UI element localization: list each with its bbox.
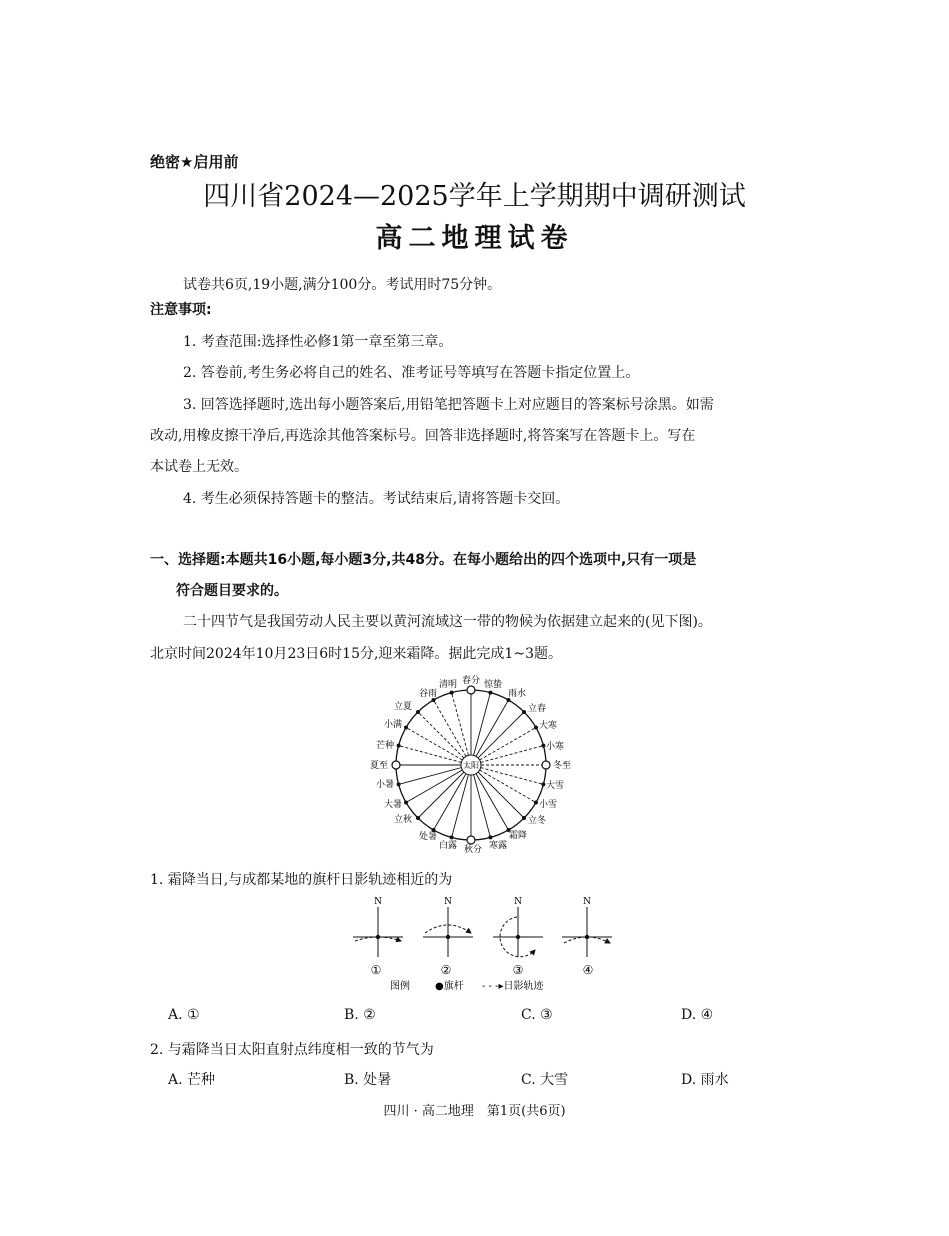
note-item-3: 3. 回答选择题时,选出每小题答案后,用铅笔把答题卡上对应题目的答案标号涂黑。如需 [183,397,714,413]
q1-option-b[interactable]: B. ② [344,1007,376,1023]
note-item-1: 1. 考查范围:选择性必修1第一章至第三章。 [183,334,453,350]
shadow-track-figure [345,895,620,995]
term-lixia: 立夏 [393,702,412,712]
svg-text:①: ① [370,963,382,977]
term-bailu: 白露 [438,841,458,851]
panel-2 [423,907,473,957]
q1-option-d[interactable]: D. ④ [681,1007,714,1023]
sun-label: 太阳 [463,761,479,770]
figure-legend [390,979,545,992]
term-xiazhi: 夏至 [369,761,388,771]
q2-option-c[interactable]: C. 大雪 [521,1072,569,1088]
pole-dots [376,935,589,939]
panel-4 [562,907,612,957]
q2-option-a[interactable]: A. 芒种 [168,1072,216,1088]
panel-3 [493,907,543,957]
svg-text:②: ② [440,963,452,977]
svg-text:N: N [514,897,522,907]
passage-line-2: 北京时间2024年10月23日6时15分,迎来霜降。据此完成1~3题。 [150,646,562,662]
svg-text:- - -▸日影轨迹: - - -▸日影轨迹 [482,981,544,992]
section-heading-cont: 符合题目要求的。 [176,583,288,599]
exam-title: 四川省2024—2025学年上学期期中调研测试 [203,181,746,212]
term-dongzhi: 冬至 [553,761,572,771]
svg-text:N: N [444,897,452,907]
term-dahan: 大寒 [539,721,558,731]
term-xiaohan: 小寒 [546,742,565,752]
secret-label: 绝密★启用前 [150,153,239,171]
question-2-stem: 2. 与霜降当日太阳直射点纬度相一致的节气为 [150,1042,434,1058]
panel-1 [353,907,403,957]
term-qingming: 清明 [438,680,458,690]
term-jingzhe: 惊蛰 [484,680,503,690]
term-xiaoman: 小满 [383,720,402,730]
question-1-stem: 1. 霜降当日,与成都某地的旗杆日影轨迹相近的为 [150,872,453,888]
term-liqiu: 立秋 [393,815,412,825]
section-heading: 一、选择题:本题共16小题,每小题3分,共48分。在每小题给出的四个选项中,只有一项是 [150,552,697,568]
svg-text:④: ④ [582,963,594,977]
q1-option-c[interactable]: C. ③ [521,1007,553,1023]
term-hanlu: 寒露 [488,841,508,851]
term-xiaoxue: 小雪 [539,800,558,810]
term-yushui: 雨水 [508,689,527,699]
q1-option-a[interactable]: A. ① [168,1007,200,1023]
term-qiufen: 秋分 [463,845,483,855]
note-item-3-cont: 改动,用橡皮擦干净后,再选涂其他答案标号。回答非选择题时,将答案写在答题卡上。写在 [150,428,696,444]
term-lichun: 立春 [528,704,547,714]
page-footer: 四川 · 高二地理 第1页(共6页) [383,1104,566,1119]
north-labels [374,897,591,907]
q2-option-b[interactable]: B. 处暑 [344,1072,392,1088]
note-item-3-end: 本试卷上无效。 [150,459,248,475]
svg-text:N: N [583,897,591,907]
svg-text:③: ③ [512,963,524,977]
term-xiaoshu: 小暑 [375,780,394,790]
note-item-2: 2. 答卷前,考生务必将自己的姓名、准考证号等填写在答题卡指定位置上。 [183,365,640,381]
exam-subject-title: 高二地理试卷 [375,223,574,254]
term-chunfen: 春分 [461,676,481,686]
svg-text:图例: 图例 [390,981,410,992]
notes-heading: 注意事项: [150,302,212,318]
panel-labels [371,963,594,977]
term-mangzhong: 芒种 [375,741,394,751]
term-shuangjiang: 霜降 [508,831,528,841]
term-daxue: 大雪 [546,781,565,791]
term-guyu: 谷雨 [418,689,438,699]
solar-terms-figure [360,670,610,855]
passage-line-1: 二十四节气是我国劳动人民主要以黄河流域这一带的物候为依据建立起来的(见下图)。 [183,614,712,630]
intro-text: 试卷共6页,19小题,满分100分。考试用时75分钟。 [183,277,502,293]
term-dashu: 大暑 [383,800,402,810]
term-chushu: 处暑 [418,832,438,842]
note-item-4: 4. 考生必须保持答题卡的整洁。考试结束后,请将答题卡交回。 [183,491,570,507]
svg-text:N: N [374,897,382,907]
q2-option-d[interactable]: D. 雨水 [681,1072,729,1088]
term-lidong: 立冬 [528,816,547,826]
svg-text:●旗杆: ●旗杆 [435,981,464,992]
